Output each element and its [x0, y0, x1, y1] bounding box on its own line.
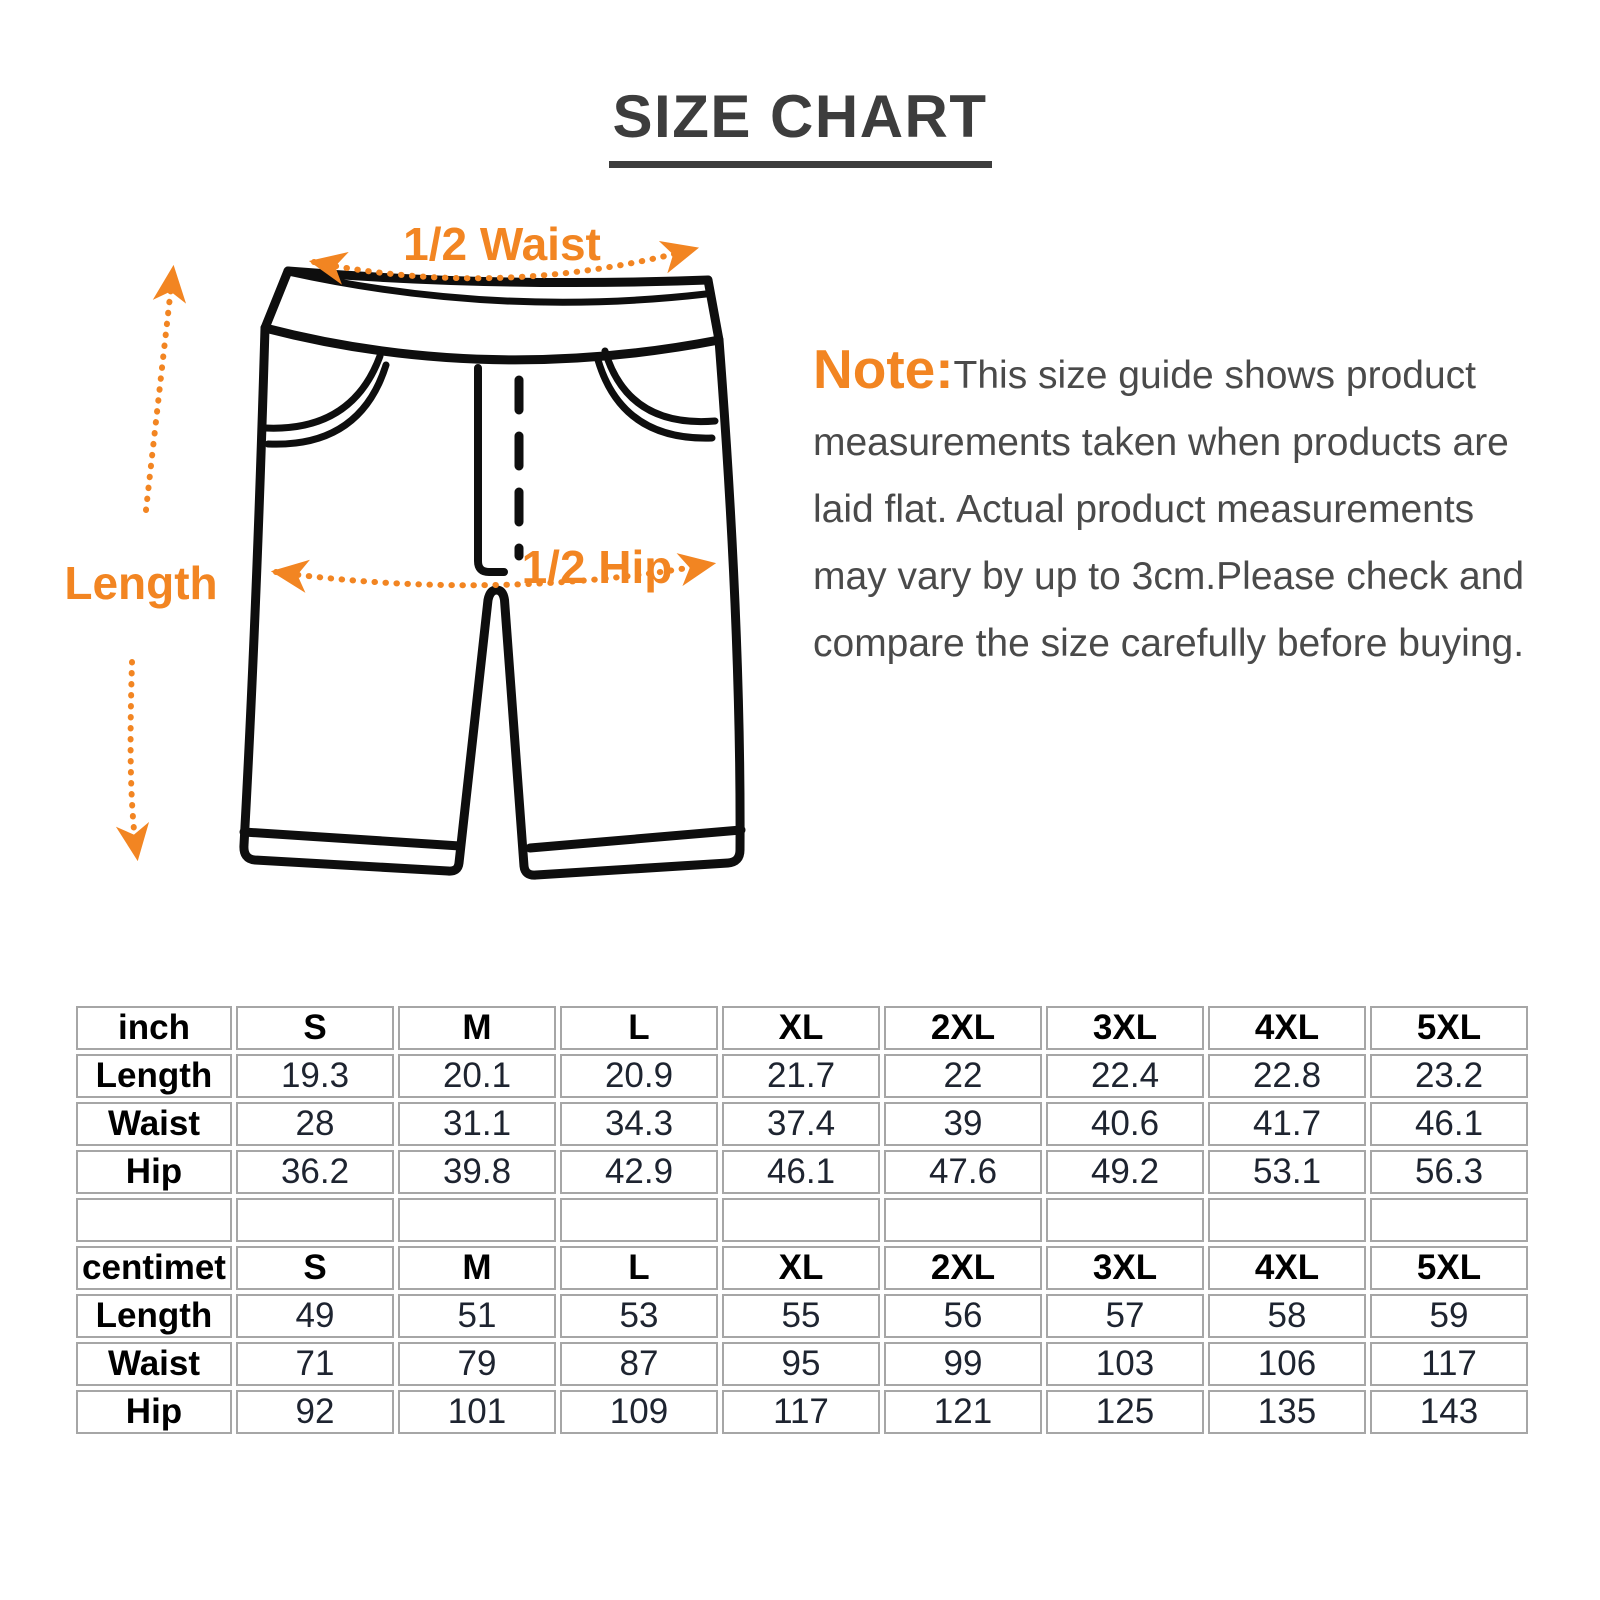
header [0, 82, 1600, 168]
measurement-value-cell: 58 [1208, 1294, 1366, 1338]
spacer-cell [398, 1198, 556, 1242]
measurement-value-cell: 92 [236, 1390, 394, 1434]
measurement-value-cell: 51 [398, 1294, 556, 1338]
measurement-value-cell: 121 [884, 1390, 1042, 1434]
right-leg-hem [530, 830, 741, 848]
waistband-bottom-edge [265, 328, 719, 360]
note [813, 336, 1528, 677]
measurement-value-cell: 40.6 [1046, 1102, 1204, 1146]
measurement-value-cell: 20.1 [398, 1054, 556, 1098]
measurement-value-cell: 42.9 [560, 1150, 718, 1194]
spacer-cell [76, 1198, 232, 1242]
waistband-left-side [265, 271, 288, 328]
size-column-header: 4XL [1208, 1246, 1366, 1290]
size-column-header: 3XL [1046, 1246, 1204, 1290]
measurement-value-cell: 71 [236, 1342, 394, 1386]
measurement-value-cell: 99 [884, 1342, 1042, 1386]
spacer-cell [1370, 1198, 1528, 1242]
measurement-value-cell: 46.1 [722, 1150, 880, 1194]
measurement-value-cell: 49.2 [1046, 1150, 1204, 1194]
measurement-value-cell: 36.2 [236, 1150, 394, 1194]
spacer-row [76, 1198, 1528, 1242]
measurement-value-cell: 39.8 [398, 1150, 556, 1194]
note-label: Note: [813, 338, 954, 400]
measurement-row [76, 1150, 1528, 1194]
length-arrow-up [146, 270, 173, 510]
left-pocket-curve [265, 356, 380, 428]
measurement-value-cell: 37.4 [722, 1102, 880, 1146]
measurement-annotations [64, 218, 711, 856]
measurement-value-cell: 103 [1046, 1342, 1204, 1386]
measurement-value-cell: 79 [398, 1342, 556, 1386]
measurement-value-cell: 95 [722, 1342, 880, 1386]
measurement-label-cell: Waist [76, 1342, 232, 1386]
size-column-header: 4XL [1208, 1006, 1366, 1050]
measurement-value-cell: 28 [236, 1102, 394, 1146]
size-column-header: L [560, 1006, 718, 1050]
measurement-value-cell: 55 [722, 1294, 880, 1338]
left-leg-hem [244, 832, 460, 846]
size-table-body [76, 1006, 1528, 1434]
measurement-value-cell: 87 [560, 1342, 718, 1386]
measurement-value-cell: 23.2 [1370, 1054, 1528, 1098]
measurement-value-cell: 53 [560, 1294, 718, 1338]
spacer-cell [884, 1198, 1042, 1242]
measurement-row [76, 1390, 1528, 1434]
measurement-value-cell: 46.1 [1370, 1102, 1528, 1146]
measurement-value-cell: 21.7 [722, 1054, 880, 1098]
measurement-label-cell: Hip [76, 1150, 232, 1194]
measurement-value-cell: 117 [1370, 1342, 1528, 1386]
shorts-diagram-svg [60, 200, 800, 900]
size-column-header: 2XL [884, 1006, 1042, 1050]
measurement-value-cell: 125 [1046, 1390, 1204, 1434]
spacer-cell [722, 1198, 880, 1242]
measurement-label-cell: Waist [76, 1102, 232, 1146]
size-column-header: XL [722, 1246, 880, 1290]
size-column-header: M [398, 1006, 556, 1050]
note-text: This size guide shows product measurements taken when products are laid flat. Actual product measurements may vary by up to 3cm.Please check and compare the size carefully before buying. [813, 354, 1525, 665]
spacer-cell [560, 1198, 718, 1242]
measurement-value-cell: 41.7 [1208, 1102, 1366, 1146]
measurement-label-cell: Length [76, 1294, 232, 1338]
spacer-cell [1046, 1198, 1204, 1242]
waistband-right-side [708, 280, 719, 340]
size-column-header: XL [722, 1006, 880, 1050]
unit-label-cell: inch [76, 1006, 232, 1050]
measurement-value-cell: 135 [1208, 1390, 1366, 1434]
page-title: SIZE CHART [609, 82, 992, 168]
measurement-value-cell: 56.3 [1370, 1150, 1528, 1194]
measurement-value-cell: 19.3 [236, 1054, 394, 1098]
waist-measure-label: 1/2 Waist [403, 218, 601, 270]
measurement-value-cell: 56 [884, 1294, 1042, 1338]
measurement-label-cell: Length [76, 1054, 232, 1098]
measurement-value-cell: 34.3 [560, 1102, 718, 1146]
measurement-value-cell: 101 [398, 1390, 556, 1434]
measurement-value-cell: 47.6 [884, 1150, 1042, 1194]
measurement-row [76, 1294, 1528, 1338]
unit-label-cell: centimet [76, 1246, 232, 1290]
size-header-row [76, 1006, 1528, 1050]
size-header-row [76, 1246, 1528, 1290]
measurement-label-cell: Hip [76, 1390, 232, 1434]
size-column-header: S [236, 1246, 394, 1290]
measurement-value-cell: 117 [722, 1390, 880, 1434]
shorts-body-outline [244, 328, 740, 875]
measurement-value-cell: 106 [1208, 1342, 1366, 1386]
fly-seam [478, 368, 504, 572]
measurement-value-cell: 59 [1370, 1294, 1528, 1338]
measurement-row [76, 1342, 1528, 1386]
hip-measure-label: 1/2 Hip [521, 541, 673, 593]
size-column-header: M [398, 1246, 556, 1290]
right-pocket-curve [605, 351, 715, 422]
measurement-value-cell: 57 [1046, 1294, 1204, 1338]
measurement-value-cell: 53.1 [1208, 1150, 1366, 1194]
size-column-header: 3XL [1046, 1006, 1204, 1050]
measurement-value-cell: 20.9 [560, 1054, 718, 1098]
measurement-value-cell: 31.1 [398, 1102, 556, 1146]
measurement-value-cell: 22.8 [1208, 1054, 1366, 1098]
measurement-row [76, 1102, 1528, 1146]
size-column-header: 5XL [1370, 1006, 1528, 1050]
measurement-value-cell: 39 [884, 1102, 1042, 1146]
measurement-value-cell: 22.4 [1046, 1054, 1204, 1098]
size-column-header: 2XL [884, 1246, 1042, 1290]
size-table [72, 1002, 1532, 1438]
measurement-value-cell: 49 [236, 1294, 394, 1338]
size-column-header: L [560, 1246, 718, 1290]
length-arrow-down [131, 662, 137, 856]
spacer-cell [236, 1198, 394, 1242]
measurement-row [76, 1054, 1528, 1098]
size-column-header: S [236, 1006, 394, 1050]
shorts-illustration [60, 200, 800, 900]
measurement-value-cell: 22 [884, 1054, 1042, 1098]
size-column-header: 5XL [1370, 1246, 1528, 1290]
length-measure-label: Length [64, 557, 218, 609]
spacer-cell [1208, 1198, 1366, 1242]
measurement-value-cell: 109 [560, 1390, 718, 1434]
measurement-value-cell: 143 [1370, 1390, 1528, 1434]
